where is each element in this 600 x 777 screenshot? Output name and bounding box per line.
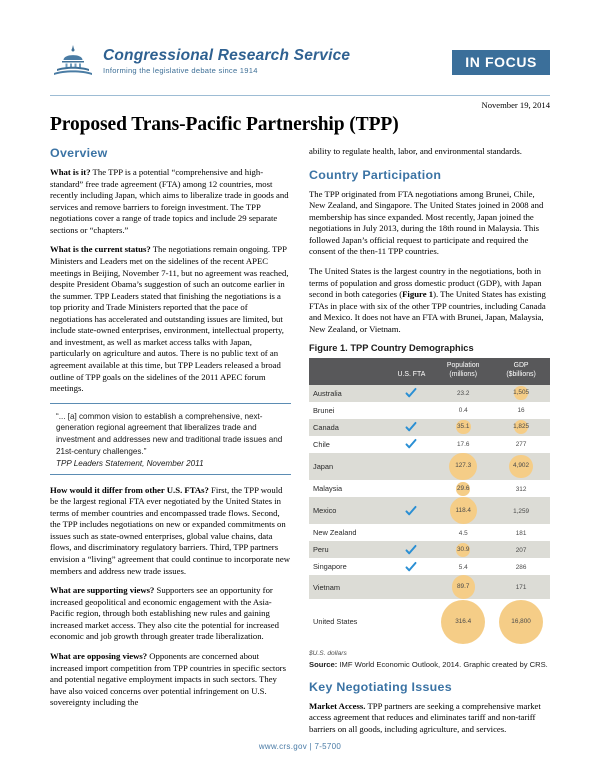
gdp-bubble: 277 <box>515 441 527 449</box>
gdp-bubble: 1,259 <box>513 508 530 516</box>
population-bubble: 4.5 <box>458 530 468 538</box>
cell-population <box>434 541 492 558</box>
cell-country: Singapore <box>313 562 347 572</box>
paragraph-text: TPP partners are seeking a comprehensive market access agreement that reduces and eliminates tariff and non-tariff barriers on all goods, including agriculture, and services. <box>309 700 541 734</box>
table-row <box>309 480 550 497</box>
table-row <box>309 575 550 598</box>
cell-gdp <box>492 541 550 558</box>
cell-country: United States <box>313 617 358 627</box>
table-row <box>309 541 550 558</box>
cell-gdp <box>492 524 550 541</box>
paragraph-text-after-ref: ). The United States has existing FTAs in place with six of the other TPP countries, including Canada and Mexico. It does not have an FTA with Brunei, Japan, Malaysia, New Zealand, or Vietnam. <box>309 289 546 334</box>
left-column <box>50 146 291 743</box>
cell-us-fta <box>389 480 435 497</box>
masthead-divider <box>50 95 550 96</box>
cell-gdp <box>492 453 550 481</box>
paragraph-how-differ <box>50 485 291 578</box>
gdp-bubble: 1,825 <box>514 420 529 435</box>
cell-gdp <box>492 558 550 575</box>
cell-gdp <box>492 480 550 497</box>
cell-population <box>434 497 492 524</box>
section-heading-key-issues: Key Negotiating Issues <box>309 679 452 694</box>
population-bubble: 89.7 <box>452 575 475 598</box>
column-header-country <box>309 358 389 384</box>
cell-population <box>434 385 492 402</box>
column-header-gdp-line2: ($billions) <box>506 370 536 378</box>
cell-country: New Zealand <box>313 528 357 538</box>
table-header <box>309 358 550 384</box>
cell-us-fta <box>389 599 435 645</box>
cell-country: Canada <box>313 422 339 432</box>
cell-us-fta <box>389 453 435 481</box>
paragraph-text-before-ref: The United States is the largest country in the negotiations, both in terms of population and gross domestic product (GDP), with Japan second in both categories ( <box>309 265 542 300</box>
table-row <box>309 385 550 402</box>
paragraph-continuation: ability to regulate health, labor, and environmental standards. <box>309 146 522 156</box>
column-header-gdp <box>492 358 550 384</box>
cell-population <box>434 402 492 419</box>
cell-us-fta <box>389 541 435 558</box>
checkmark-icon <box>405 561 417 573</box>
checkmark-icon <box>405 544 417 556</box>
brand-subtitle: Informing the legislative debate since 1914 <box>103 66 258 76</box>
masthead <box>50 44 550 90</box>
paragraph-lead: How would it differ from other U.S. FTAs? <box>50 484 209 495</box>
brand-title: Congressional Research Service <box>103 46 351 64</box>
table-row <box>309 558 550 575</box>
column-header-population-line1: Population <box>446 362 480 370</box>
crs-brand <box>50 44 350 78</box>
paragraph-text: Supporters see an opportunity for increased geopolitical and economic engagement with the Asia-Pacific region, through both establishing new rules and gaining increased market access. They also cite the potential for increased economic and job growth through greater trade liberalization. <box>50 585 279 642</box>
cell-country: Chile <box>313 439 330 449</box>
population-bubble: 29.6 <box>456 482 469 495</box>
cell-population <box>434 419 492 436</box>
cell-population <box>434 480 492 497</box>
cell-population <box>434 524 492 541</box>
content-columns <box>50 146 550 743</box>
cell-country: Brunei <box>313 405 335 415</box>
gdp-bubble: 171 <box>515 584 527 592</box>
paragraph-lead: What are opposing views? <box>50 650 148 661</box>
population-bubble: 30.9 <box>456 543 470 557</box>
tpp-demographics-table <box>309 358 550 644</box>
paragraph-lead: Market Access. <box>309 700 366 711</box>
cell-country: Peru <box>313 545 329 555</box>
gdp-bubble: 1,505 <box>514 386 527 399</box>
footer-phone: 7-5700 <box>314 742 342 751</box>
population-bubble: 17.6 <box>456 441 470 449</box>
paragraph-tpp-origins: The TPP originated from FTA negotiations among Brunei, Chile, New Zealand, and Singapore. The United States joined in 2008 and membership has since expanded. Most recently, Japan joined the negotiations in July 2013, during the 18th round in Malaysia. This followed Japan’s official request to participate and required the consent of the then-11 TPP countries. <box>309 188 544 257</box>
checkmark-icon <box>405 387 417 399</box>
table-row <box>309 419 550 436</box>
checkmark-icon <box>405 505 417 517</box>
gdp-bubble: 4,902 <box>509 455 533 479</box>
population-bubble: 316.4 <box>441 600 485 644</box>
cell-us-fta <box>389 524 435 541</box>
paragraph-text: The negotiations remain ongoing. TPP Ministers and Leaders met on the sidelines of the recent APEC meetings in Beijing, November 7-11, but no agreement was reached, despite President Obama’s suggestion of such an outcome earlier in the summer. TPP Leaders stated that finishing the negotiations is a top priority and Trade Ministers reported that the pace of negotiations has accelerated and outstanding issues are limited, but include state-owned enterprises, environment, intellectual property, and investment, as well as market access talks with Japan, particularly on agriculture and autos. There is no public text of an agreement available at this time, but TPP Leaders released a broad outline of TPP goals on the sidelines of the 2011 APEC forum meetings. <box>50 244 289 394</box>
population-bubble: 127.3 <box>449 453 477 481</box>
in-focus-badge: IN FOCUS <box>452 50 550 75</box>
cell-gdp <box>492 402 550 419</box>
table-row <box>309 524 550 541</box>
section-heading-overview: Overview <box>50 146 108 160</box>
gdp-bubble: 16 <box>517 407 525 415</box>
paragraph-text: Opponents are concerned about increased import competition from TPP countries in specific sectors and potential negative employment impacts in such sectors. They have also voiced concerns over potential infringement on U.S. sovereignty including the <box>50 650 286 708</box>
checkmark-icon <box>405 421 417 433</box>
cell-country: Japan <box>313 462 334 472</box>
figure-note: $U.S. dollars <box>309 649 347 657</box>
cell-us-fta <box>389 436 435 453</box>
population-bubble: 0.4 <box>458 407 468 415</box>
cell-gdp <box>492 575 550 598</box>
cell-gdp <box>492 599 550 645</box>
cell-us-fta <box>389 385 435 402</box>
cell-population <box>434 558 492 575</box>
checkmark-icon <box>405 438 417 450</box>
section-heading-country-participation: Country Participation <box>309 167 442 182</box>
cell-gdp <box>492 497 550 524</box>
cell-country: Australia <box>313 388 342 398</box>
column-header-us-fta: U.S. FTA <box>389 358 435 384</box>
paragraph-lead: What is the current status? <box>50 244 151 255</box>
page-footer <box>0 742 600 751</box>
paragraph-us-largest <box>309 266 550 335</box>
cell-country: Malaysia <box>313 484 343 494</box>
crs-dome-logo-icon <box>50 44 96 78</box>
figure-title: Figure 1. TPP Country Demographics <box>309 343 474 354</box>
cell-country: Vietnam <box>313 582 340 592</box>
paragraph-supporting-views <box>50 585 291 643</box>
table-row <box>309 453 550 481</box>
population-bubble: 5.4 <box>458 564 468 572</box>
pull-quote-citation: TPP Leaders Statement, November 2011 <box>56 458 204 468</box>
paragraph-market-access <box>309 701 550 736</box>
cell-us-fta <box>389 575 435 598</box>
footer-separator: | <box>309 742 312 751</box>
table-row <box>309 402 550 419</box>
gdp-bubble: 286 <box>515 564 527 572</box>
paragraph-text: The TPP is a potential “comprehensive and high-standard” free trade agreement (FTA) among 12 countries, most recently including Japan, which aims to liberalize trade in goods and services and remove barriers to foreign investment. The TPP negotiations cover a range of trade topics and include 29 separate sections or “chapters.” <box>50 167 289 235</box>
pull-quote-box <box>50 403 291 475</box>
figure-source-text: IMF World Economic Outlook, 2014. Graphic created by CRS. <box>337 659 548 669</box>
gdp-bubble: 181 <box>515 530 527 538</box>
figure-source-label: Source: <box>309 659 338 669</box>
table-body <box>309 385 550 645</box>
table-header-row <box>309 358 550 384</box>
cell-population <box>434 436 492 453</box>
population-bubble: 35.1 <box>456 420 471 435</box>
column-header-population-line2: (millions) <box>449 370 477 378</box>
figure-1 <box>309 343 550 669</box>
paragraph-what-is-it <box>50 167 291 236</box>
gdp-bubble: 16,800 <box>499 600 543 644</box>
cell-country: Mexico <box>313 506 337 516</box>
cell-gdp <box>492 419 550 436</box>
cell-population <box>434 575 492 598</box>
column-header-gdp-line1: GDP <box>513 362 529 370</box>
cell-population <box>434 599 492 645</box>
table-row <box>309 497 550 524</box>
cell-us-fta <box>389 402 435 419</box>
paragraph-lead: What is it? <box>50 167 91 177</box>
brand-text-block <box>103 47 350 75</box>
table-row <box>309 436 550 453</box>
figure-source <box>309 660 550 670</box>
population-bubble: 23.2 <box>456 390 470 398</box>
cell-us-fta <box>389 558 435 575</box>
footer-url[interactable]: www.crs.gov <box>258 742 308 751</box>
paragraph-opposing-views <box>50 651 291 709</box>
cell-us-fta <box>389 497 435 524</box>
cell-us-fta <box>389 419 435 436</box>
paragraph-text: First, the TPP would be the largest regional FTA ever negotiated by the United States in terms of member countries and encompassed trade flows. Second, the TPP includes negotiations on new or expanded commitments on issues such as state-owned enterprises, global value chains, data flows, and discriminatory regulatory barriers. Third, TPP partners envision a “living” agreement that could continue to incorporate new members and address new trade issues. <box>50 484 291 576</box>
right-column <box>309 146 550 743</box>
figure-reference: Figure 1 <box>402 289 434 300</box>
cell-population <box>434 453 492 481</box>
page-title: Proposed Trans-Pacific Partnership (TPP) <box>50 114 399 135</box>
column-header-population <box>434 358 492 384</box>
gdp-bubble: 312 <box>515 486 527 494</box>
pull-quote-text: “... [a] common vision to establish a comprehensive, next- generation regional agreement that liberalizes trade and investment and addresses new and traditional trade issues and 21st-century challenges.” <box>56 411 283 456</box>
cell-gdp <box>492 436 550 453</box>
cell-gdp <box>492 385 550 402</box>
population-bubble: 118.4 <box>450 497 477 524</box>
paragraph-current-status <box>50 244 291 394</box>
table-row <box>309 599 550 645</box>
document-date: November 19, 2014 <box>481 100 550 110</box>
paragraph-lead: What are supporting views? <box>50 585 155 596</box>
gdp-bubble: 207 <box>515 547 527 555</box>
